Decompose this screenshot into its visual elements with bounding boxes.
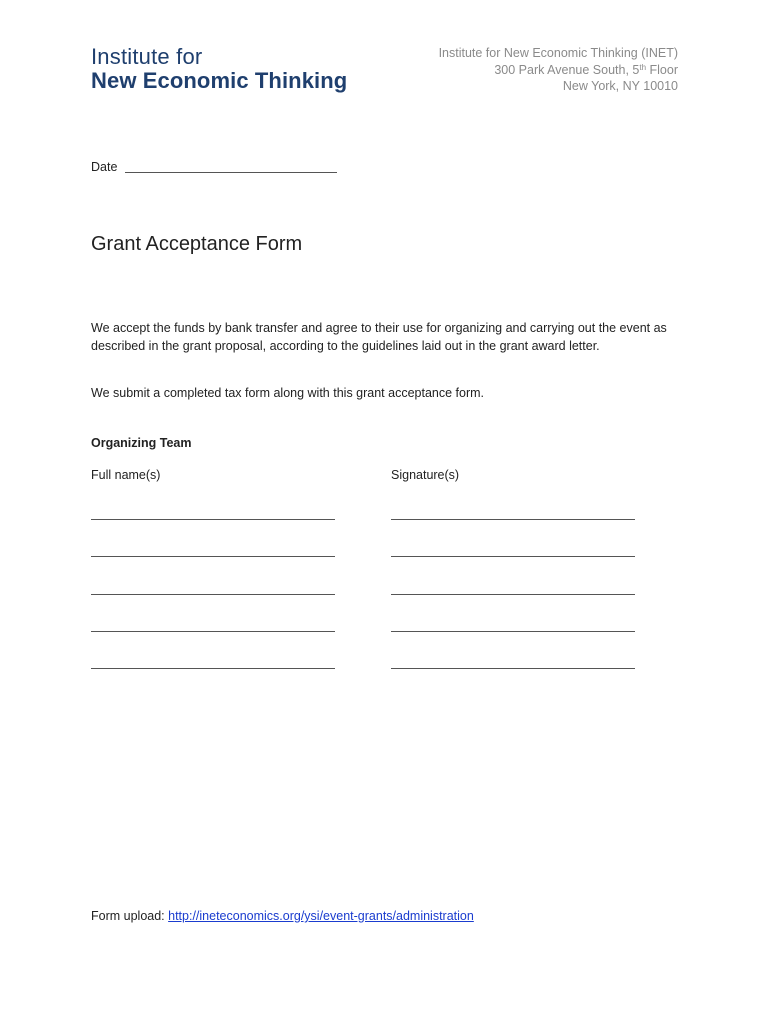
form-upload bbox=[91, 909, 474, 923]
organizing-team-heading: Organizing Team bbox=[91, 436, 192, 450]
address-line-3: New York, NY 10010 bbox=[562, 79, 678, 93]
signature-line-2[interactable] bbox=[391, 556, 635, 557]
signature-line-4[interactable] bbox=[391, 631, 635, 632]
address-block bbox=[439, 45, 678, 95]
signatures-header: Signature(s) bbox=[391, 468, 460, 482]
inet-logo bbox=[91, 46, 347, 92]
tax-form-statement: We submit a completed tax form along with this grant acceptance form. bbox=[91, 386, 485, 400]
form-upload-label: Form upload: bbox=[91, 909, 169, 923]
name-line-4[interactable] bbox=[91, 631, 335, 632]
address-line-2 bbox=[439, 62, 678, 79]
form-title: Grant Acceptance Form bbox=[91, 233, 303, 255]
name-line-2[interactable] bbox=[91, 556, 335, 557]
signature-line-3[interactable] bbox=[391, 594, 635, 595]
name-line-3[interactable] bbox=[91, 594, 335, 595]
form-upload-link[interactable]: http://ineteconomics.org/ysi/event-grants/administration bbox=[168, 909, 474, 923]
date-field bbox=[91, 160, 337, 174]
address-line-1: Institute for New Economic Thinking (INET) bbox=[438, 46, 678, 60]
name-line-5[interactable] bbox=[91, 668, 335, 669]
address-street: 300 Park Avenue South, 5 bbox=[494, 62, 640, 77]
date-input-line[interactable] bbox=[125, 162, 337, 173]
date-label: Date bbox=[91, 160, 118, 174]
address-floor: Floor bbox=[646, 62, 678, 77]
address-ordinal-suffix: th bbox=[639, 62, 647, 72]
signature-line-1[interactable] bbox=[391, 519, 635, 520]
full-names-header: Full name(s) bbox=[91, 468, 161, 482]
logo-line-1: Institute for bbox=[91, 44, 203, 69]
logo-line-2: New Economic Thinking bbox=[91, 68, 348, 93]
name-line-1[interactable] bbox=[91, 519, 335, 520]
signature-line-5[interactable] bbox=[391, 668, 635, 669]
acceptance-statement: We accept the funds by bank transfer and agree to their use for organizing and carrying out the event as described in the grant proposal, according to the guidelines laid out in the grant award letter. bbox=[91, 321, 667, 353]
